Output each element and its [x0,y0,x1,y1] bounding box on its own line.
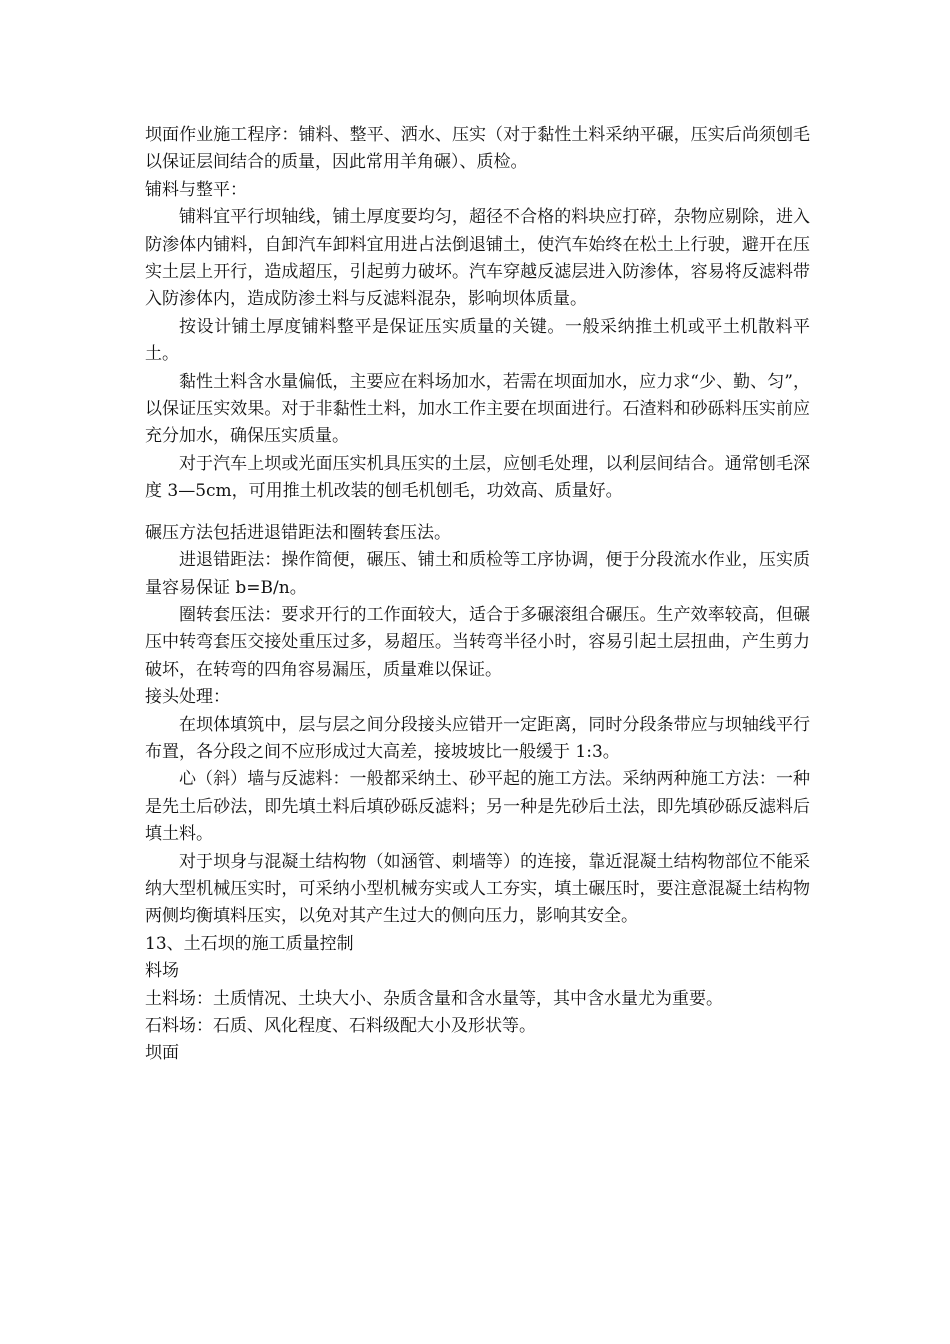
paragraph-soil-borrow: 土料场：土质情况、土块大小、杂质含量和含水量等，其中含水量尤为重要。 [145,988,723,1009]
heading-spreading-leveling: 铺料与整平： [145,179,247,200]
paragraph-gap [145,506,810,520]
heading-joint-treatment: 接头处理： [145,687,230,708]
heading-dam-surface: 坝面 [145,1043,179,1064]
paragraph-concrete-connection: 对于坝身与混凝土结构物（如涵管、刺墙等）的连接，靠近混凝土结构物部位不能采纳大型机械压实时，可采纳小型机械夯实或人工夯实，填土碾压时，要注意混凝土结构物两侧均衡填料压实，以免对其产生过大的侧向压力，影响其安全。 [145,851,810,927]
heading-quality-control: 13、土石坝的施工质量控制 [145,933,354,954]
paragraph-circular-rolling: 圈转套压法：要求开行的工作面较大，适合于多碾滚组合碾压。生产效率较高，但碾压中转弯套压交接处重压过多，易超压。当转弯半径小时，容易引起土层扭曲，产生剪力破坏，在转弯的四角容易漏压，质量难以保证。 [145,604,810,680]
document-body [145,122,810,1068]
paragraph-core-wall-filter: 心（斜）墙与反滤料：一般都采纳土、砂平起的施工方法。采纳两种施工方法：一种是先土后砂法，即先填土料后填砂砾反滤料；另一种是先砂后土法，即先填砂砾反滤料后填土料。 [145,769,810,845]
paragraph-construction-procedure: 坝面作业施工程序：铺料、整平、洒水、压实（对于黏性土料采纳平碾，压实后尚须刨毛以保证层间结合的质量，因此常用羊角碾）、质检。 [145,125,810,173]
paragraph-scarifying: 对于汽车上坝或光面压实机具压实的土层，应刨毛处理，以利层间结合。通常刨毛深度 3—5cm，可用推土机改装的刨毛机刨毛，功效高、质量好。 [145,453,810,502]
paragraph-rolling-methods: 碾压方法包括进退错距法和圈转套压法。 [145,522,451,543]
paragraph-spreading: 铺料宜平行坝轴线，铺土厚度要均匀，超径不合格的料块应打碎，杂物应剔除，进入防渗体内铺料，自卸汽车卸料宜用进占法倒退铺土，使汽车始终在松土上行驶，避开在压实土层上开行，造成超压，引起剪力破坏。汽车穿越反滤层进入防渗体，容易将反滤料带入防渗体内，造成防渗土料与反滤料混杂，影响坝体质量。 [145,207,810,310]
paragraph-stone-borrow: 石料场：石质、风化程度、石料级配大小及形状等。 [145,1016,536,1036]
paragraph-joints: 在坝体填筑中，层与层之间分段接头应错开一定距离，同时分段条带应与坝轴线平行布置，各分段之间不应形成过大高差，接坡坡比一般缓于 1:3。 [145,714,810,762]
paragraph-water-content: 黏性土料含水量偏低，主要应在料场加水，若需在坝面加水，应力求“少、勤、匀”，以保证压实效果。对于非黏性土料，加水工作主要在坝面进行。石渣料和砂砾料压实前应充分加水，确保压实质量。 [145,371,810,447]
paragraph-layer-thickness: 按设计铺土厚度铺料整平是保证压实质量的关键。一般采纳推土机或平土机散料平土。 [145,316,810,365]
paragraph-advance-retreat: 进退错距法：操作简便，碾压、铺土和质检等工序协调，便于分段流水作业，压实质量容易保证 b=B/n。 [145,550,810,598]
heading-borrow-area: 料场 [145,961,179,982]
